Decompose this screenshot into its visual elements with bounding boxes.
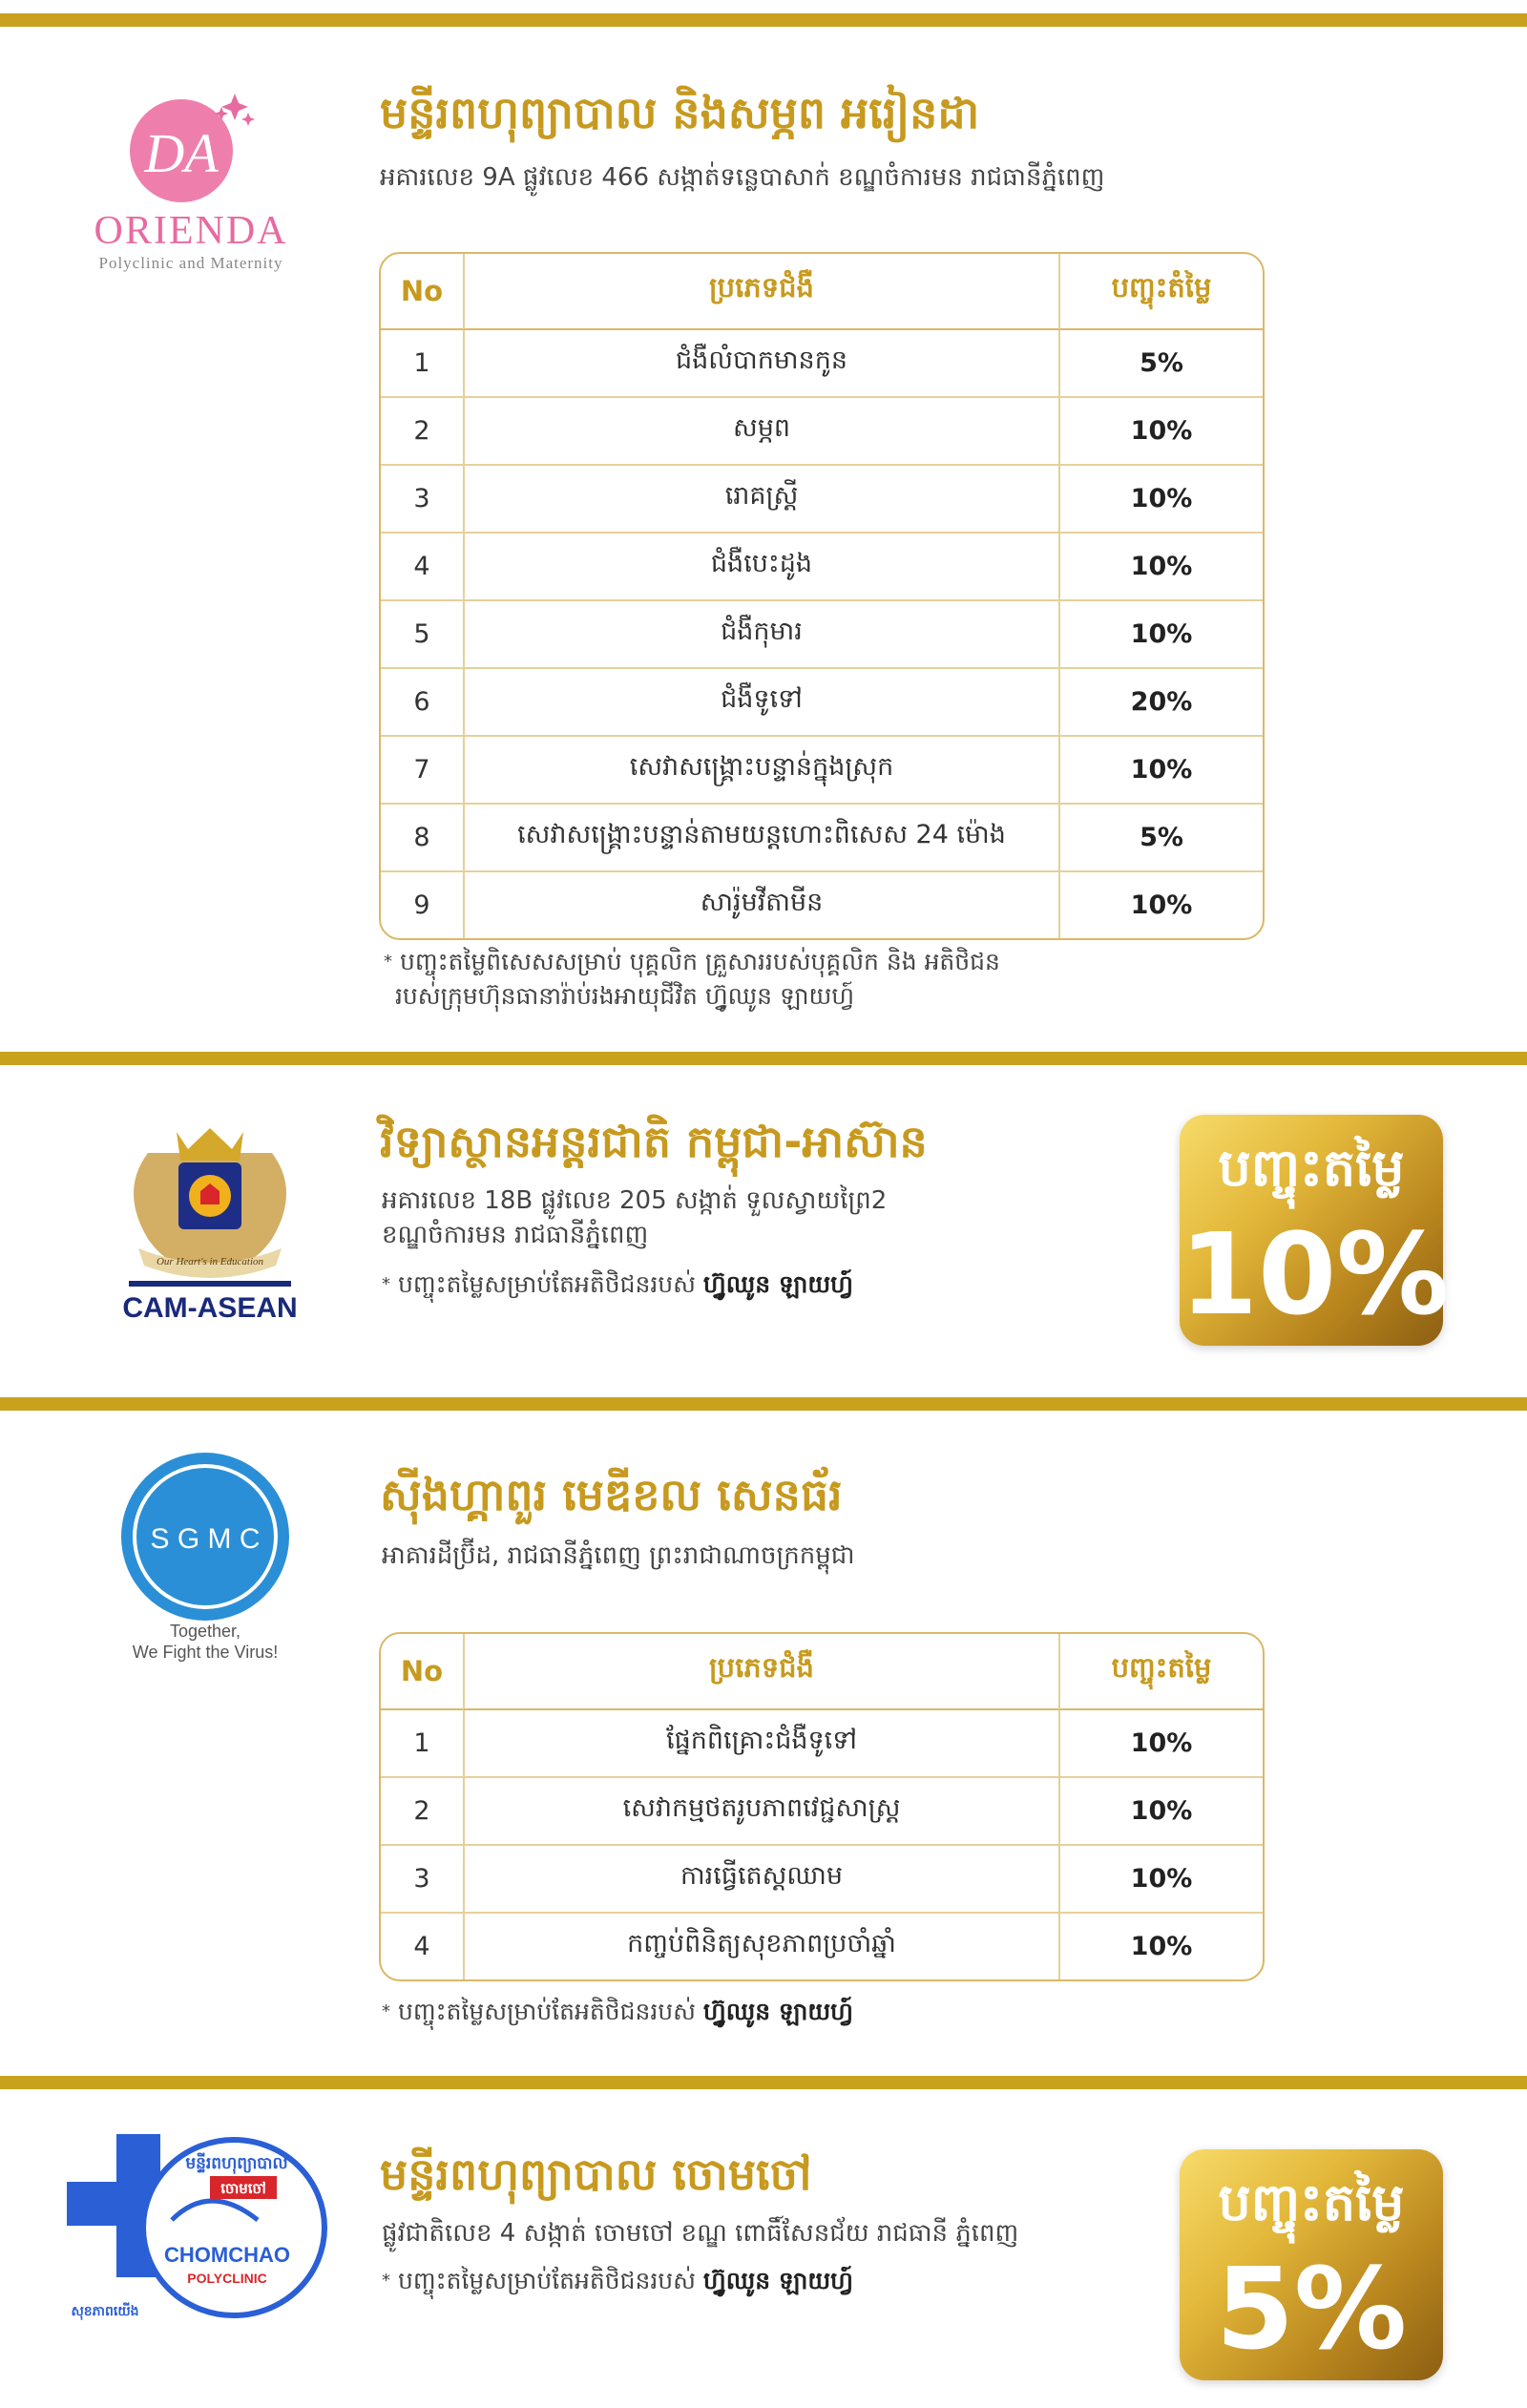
- asterisk: *: [382, 2001, 390, 2021]
- row-discount: 10%: [1058, 398, 1263, 466]
- divider-1: [0, 1052, 1527, 1065]
- crest-icon: [110, 1115, 310, 1296]
- row-discount: 10%: [1058, 534, 1263, 601]
- sgmc-tagline-line1: Together,: [169, 1622, 241, 1641]
- table-row: [381, 1914, 1263, 1979]
- sgmc-circle-icon: [115, 1451, 296, 1632]
- chomchao-logo: [67, 2134, 334, 2325]
- table-row: [381, 1846, 1263, 1914]
- asterisk: *: [384, 952, 392, 972]
- row-type: សេវាសង្គ្រោះបន្ទាន់ក្នុងស្រុក: [463, 737, 1058, 805]
- row-discount: 10%: [1058, 1778, 1263, 1846]
- asterisk: *: [382, 2271, 390, 2291]
- chomchao-kh-name2: ចោមចៅ: [220, 2180, 266, 2197]
- header-discount: បញ្ចុះតំម្លៃ: [1058, 254, 1263, 330]
- camasean-logo: [110, 1115, 310, 1334]
- row-discount: 10%: [1058, 1710, 1263, 1778]
- row-no: 6: [381, 669, 463, 737]
- sgmc-note-text: បញ្ចុះតម្លៃសម្រាប់តែអតិថិជនរបស់: [397, 1998, 696, 2025]
- chomchao-note-brand: ហ្វ៊ូឈូន ឡាយហ្វ៍: [702, 2267, 853, 2294]
- orienda-address: អគារលេខ 9A ផ្លូវលេខ 466 សង្កាត់ទន្លេបាសាក់ ខណ្ឌចំការមន រាជធានីភ្នំពេញ: [380, 163, 1105, 192]
- sgmc-discount-table: [379, 1632, 1265, 1981]
- header-no: No: [381, 254, 463, 330]
- row-type: កញ្ចប់ពិនិត្យសុខភាពប្រចាំឆ្នាំ: [463, 1914, 1058, 1979]
- row-no: 2: [381, 1778, 463, 1846]
- row-no: 9: [413, 890, 430, 920]
- row-type: សេវាសង្គ្រោះបន្ទាន់តាមយន្តហោះពិសេស 24 ម៉ោង: [463, 805, 1058, 872]
- row-discount: 20%: [1058, 669, 1263, 737]
- row-no: 2: [381, 398, 463, 466]
- chomchao-note: [382, 2264, 853, 2298]
- camasean-note-brand: ហ្វ៊ូឈូន ឡាយហ្វ៍: [702, 1270, 853, 1298]
- asterisk: *: [382, 1274, 390, 1294]
- sgmc-logo: [115, 1451, 296, 1670]
- row-type: រោគស្ត្រី: [463, 466, 1058, 534]
- table-row: [381, 398, 1263, 466]
- header-no: No: [381, 1634, 463, 1710]
- table-row: [381, 466, 1263, 534]
- row-discount: 10%: [1058, 1846, 1263, 1914]
- row-type: ជំងឺទូទៅ: [463, 669, 1058, 737]
- sgmc-letters: S G M C: [150, 1523, 261, 1555]
- row-discount: 10%: [1058, 872, 1263, 938]
- table-row: [381, 1778, 1263, 1846]
- chomchao-note-text: បញ្ចុះតម្លៃសម្រាប់តែអតិថិជនរបស់: [397, 2267, 696, 2294]
- badge-value: 10%: [1180, 1208, 1450, 1340]
- camasean-address: [382, 1183, 887, 1252]
- row-discount: 10%: [1058, 1914, 1263, 1979]
- table-row: [381, 805, 1263, 872]
- orienda-discount-table: [379, 252, 1265, 940]
- row-discount: 10%: [1058, 601, 1263, 669]
- camasean-address-line2: ខណ្ឌចំការមន រាជធានីភ្នំពេញ: [382, 1221, 649, 1249]
- row-type: សម្ភព: [463, 398, 1058, 466]
- table-row: [381, 330, 1263, 398]
- chomchao-discount-badge: [1180, 2149, 1443, 2380]
- header-discount: បញ្ចុះតម្លៃ: [1058, 1634, 1263, 1710]
- table-row: [381, 534, 1263, 601]
- row-type: ផ្នែកពិគ្រោះជំងឺទូទៅ: [463, 1710, 1058, 1778]
- row-discount: 10%: [1058, 466, 1263, 534]
- row-discount: 10%: [1058, 737, 1263, 805]
- chomchao-sub: POLYCLINIC: [187, 2271, 267, 2286]
- camasean-brand: CAM-ASEAN: [122, 1292, 298, 1324]
- camasean-address-line1: អគារលេខ 18B ផ្លូវលេខ 205 សង្កាត់ ទួលស្វាយព្រៃ2: [382, 1186, 888, 1215]
- row-type: ជំងឺលំបាកមានកូន: [463, 330, 1058, 398]
- row-type: សារ៉ូមវីតាមីន: [463, 872, 1058, 938]
- chomchao-brand: CHOMCHAO: [164, 2243, 290, 2267]
- divider-2: [0, 1397, 1527, 1411]
- header-type: ប្រភេទជំងឺ: [463, 1634, 1058, 1710]
- camasean-note: [382, 1267, 853, 1302]
- row-no: 1: [381, 330, 463, 398]
- row-no: 1: [381, 1710, 463, 1778]
- row-type: សេវាកម្មថតរូបភាពវេជ្ជសាស្ត្រ: [463, 1778, 1058, 1846]
- medical-cross-icon: [67, 2134, 334, 2325]
- chomchao-kh-name: មន្ទីរពហុព្យាបាល: [185, 2154, 288, 2173]
- sgmc-address: អាគារដីប្រ៊ីដ, រាជធានីភ្នំពេញ ព្រះរាជាណាចក្រកម្ពុជា: [382, 1541, 855, 1570]
- sgmc-tagline: [86, 1621, 324, 1663]
- chomchao-title: មន្ទីរពហុព្យាបាល ចោមចៅ: [380, 2148, 812, 2200]
- row-no: 3: [381, 466, 463, 534]
- row-no: 7: [381, 737, 463, 805]
- camasean-discount-badge: [1180, 1115, 1450, 1346]
- row-no: 4: [381, 534, 463, 601]
- orienda-brand: ORIENDA: [94, 209, 288, 253]
- table-row: [381, 601, 1263, 669]
- chomchao-slogan: សុខភាពយើង: [71, 2304, 139, 2319]
- orienda-note-line1: បញ្ចុះតម្លៃពិសេសសម្រាប់ បុគ្គលិក គ្រួសាររបស់បុគ្គលិក និង អតិថិជន: [399, 948, 1000, 975]
- row-type: ការធ្វើតេស្តឈាម: [463, 1846, 1058, 1914]
- table-row: [381, 669, 1263, 737]
- table-row: [381, 1710, 1263, 1778]
- sgmc-title: ស៊ីងហ្គាពួរ មេឌីខល សេនធ័រ: [380, 1469, 843, 1520]
- camasean-motto: Our Heart's in Education: [156, 1256, 264, 1267]
- badge-label: បញ្ចុះតម្លៃ: [1218, 1138, 1405, 1198]
- row-type: ជំងឺកុមារ: [463, 601, 1058, 669]
- camasean-rule: [129, 1281, 291, 1287]
- row-no: 4: [413, 1932, 430, 1961]
- camasean-title: វិទ្យាស្ថានអន្តរជាតិ កម្ពុជា-អាស៊ាន: [380, 1116, 928, 1167]
- table-row: [381, 872, 1263, 938]
- table-header-row: [381, 1634, 1263, 1710]
- sgmc-note: [382, 1995, 853, 2029]
- divider-3: [0, 2076, 1527, 2089]
- camasean-note-text: បញ្ចុះតម្លៃសម្រាប់តែអតិថិជនរបស់: [397, 1270, 696, 1298]
- row-no: 3: [381, 1846, 463, 1914]
- table-row: [381, 737, 1263, 805]
- table-header-row: [381, 254, 1263, 330]
- top-divider: [0, 13, 1527, 27]
- chomchao-address: ផ្លូវជាតិលេខ 4 សង្កាត់ ចោមចៅ ខណ្ឌ ពោធិ៍សែនជ័យ រាជធានី ភ្នំពេញ: [382, 2219, 1019, 2248]
- row-type: ជំងឺបេះដូង: [463, 534, 1058, 601]
- orienda-tagline: Polyclinic and Maternity: [98, 254, 283, 272]
- header-type: ប្រភេទជំងឺ: [463, 254, 1058, 330]
- orienda-logo: [67, 84, 315, 275]
- row-discount: 5%: [1058, 330, 1263, 398]
- row-no: 8: [381, 805, 463, 872]
- row-no: 5: [381, 601, 463, 669]
- orienda-note-line2: របស់ក្រុមហ៊ុនធានារ៉ាប់រងអាយុជីវិត ហ្វ៊ូឈូន ឡាយហ្វ៍: [395, 982, 855, 1010]
- orienda-title: មន្ទីរពហុព្យាបាល និងសម្ភព អរៀនដា: [380, 87, 980, 138]
- row-discount: 5%: [1058, 805, 1263, 872]
- badge-value: 5%: [1215, 2243, 1408, 2375]
- orienda-note: [384, 945, 1000, 1014]
- badge-label: បញ្ចុះតម្លៃ: [1218, 2172, 1405, 2232]
- sgmc-note-brand: ហ្វ៊ូឈូន ឡាយហ្វ៍: [702, 1998, 853, 2025]
- sgmc-tagline-line2: We Fight the Virus!: [132, 1643, 279, 1662]
- orienda-monogram: DA: [144, 122, 219, 184]
